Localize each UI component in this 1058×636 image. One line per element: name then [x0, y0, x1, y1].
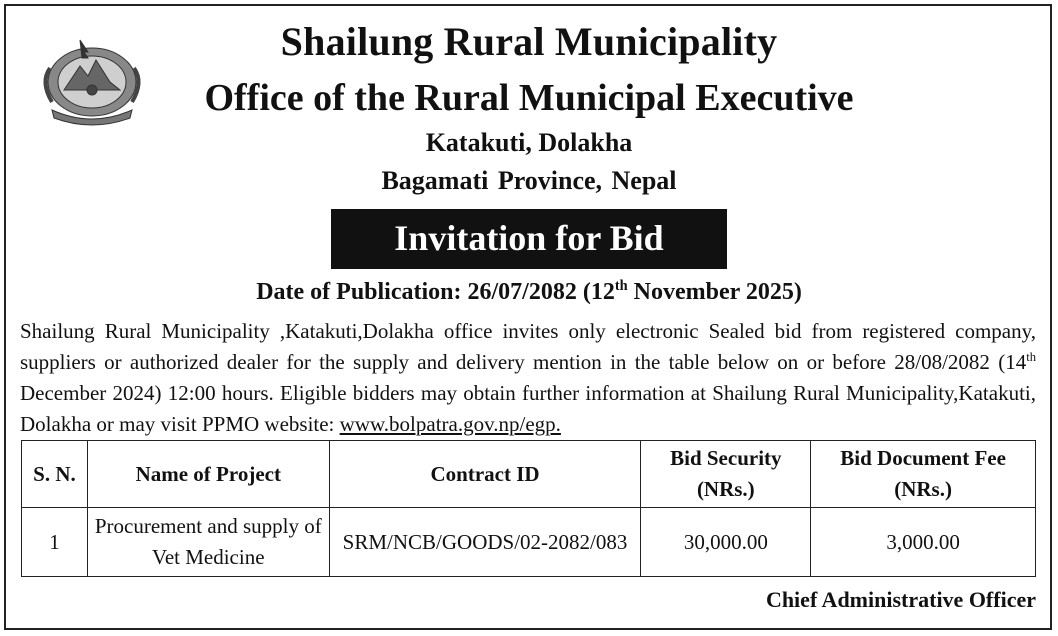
cell-sn: 1	[22, 508, 88, 577]
publication-date-sup: th	[614, 278, 628, 294]
bid-table	[21, 440, 1036, 577]
header-contract-id: Contract ID	[329, 441, 641, 508]
invitation-banner: Invitation for Bid	[331, 209, 727, 269]
header-document-fee: Bid Document Fee (NRs.)	[811, 441, 1036, 508]
notice-text-part1: Shailung Rural Municipality ,Katakuti,Dolakha office invites only electronic Sealed bid from registered company, suppliers or authorized dealer for the supply and delivery mention in the table below on or before 28/08/2082 (14	[20, 319, 1036, 374]
publication-date-suffix: November 2025)	[627, 279, 802, 305]
cell-document-fee: 3,000.00	[811, 508, 1036, 577]
ppmo-website-link[interactable]: www.bolpatra.gov.np/egp.	[339, 412, 561, 436]
header-bid-security: Bid Security (NRs.)	[641, 441, 811, 508]
table-header-row	[22, 441, 1036, 508]
signatory-title: Chief Administrative Officer	[765, 587, 1036, 612]
notice-text-part2: December 2024) 12:00 hours. Eligible bidders may obtain further information at Shailung Rural Municipality,Katakuti, Dolakha or may visit PPMO website:	[20, 381, 1036, 436]
cell-contract-id: SRM/NCB/GOODS/02-2082/083	[329, 508, 641, 577]
office-title: Office of the Rural Municipal Executive	[204, 77, 854, 119]
province-line: Bagamati Province, Nepal	[381, 166, 677, 195]
publication-date	[0, 279, 1058, 306]
cell-bid-security: 30,000.00	[641, 508, 811, 577]
municipality-title: Shailung Rural Municipality	[280, 19, 778, 64]
address-line: Katakuti, Dolakha	[425, 128, 633, 157]
cell-project-name: Procurement and supply of Vet Medicine	[87, 508, 329, 577]
header-project-name: Name of Project	[87, 441, 329, 508]
header-sn: S. N.	[22, 441, 88, 508]
publication-date-prefix: Date of Publication: 26/07/2082 (12	[256, 279, 615, 305]
notice-paragraph	[20, 316, 1036, 440]
notice-text-sup: th	[1026, 350, 1036, 364]
table-row	[22, 508, 1036, 577]
